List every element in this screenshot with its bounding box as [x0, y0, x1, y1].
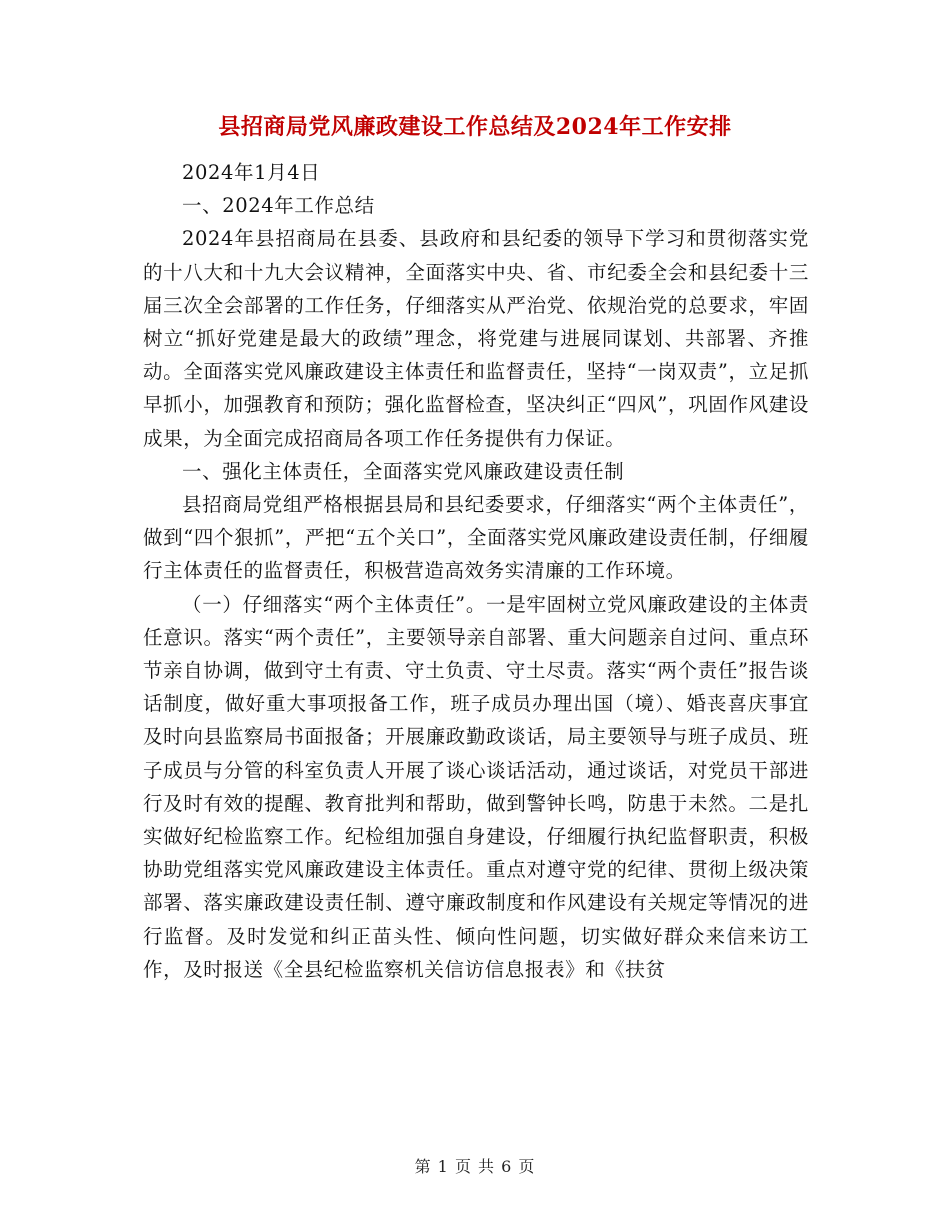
- date-line: 2024年1月4日: [182, 161, 321, 184]
- page-number: 第 1 页 共 6 页: [414, 1157, 536, 1176]
- document-body: [143, 156, 809, 986]
- document-title: 县招商局党风廉政建设工作总结及2024年工作安排: [218, 114, 732, 140]
- section-heading: 一、2024年工作总结: [182, 194, 375, 218]
- body-paragraph: 2024年县招商局在县委、县政府和县纪委的领导下学习和贯彻落实党的十八大和十九大会议精神，全面落实中央、省、市纪委全会和县纪委十三届三次全会部署的工作任务，仔细落实从严治党、依规治党的总要求，牢固树立“抓好党建是最大的政绩”理念，将党建与进展同谋划、共部署、齐推动。全面落实党风廉政建设主体责任和监督责任，坚持“一岗双责”，立足抓早抓小，加强教育和预防；强化监督检查，坚决纠正“四风”，巩固作风建设成果，为全面完成招商局各项工作任务提供有力保证。: [143, 227, 809, 450]
- body-paragraph: （一）仔细落实“两个主体责任”。一是牢固树立党风廉政建设的主体责任意识。落实“两个责任”，主要领导亲自部署、重大问题亲自过问、重点环节亲自协调，做到守土有责、守土负责、守土尽责。落实“两个责任”报告谈话制度，做好重大事项报备工作，班子成员办理出国（境）、婚丧喜庆事宜及时向县监察局书面报备；开展廉政勤政谈话，局主要领导与班子成员、班子成员与分管的科室负责人开展了谈心谈话活动，通过谈话，对党员干部进行及时有效的提醒、教育批判和帮助，做到警钟长鸣，防患于未然。二是扎实做好纪检监察工作。纪检组加强自身建设，仔细履行执纪监督职责，积极协助党组落实党风廉政建设主体责任。重点对遵守党的纪律、贯彻上级决策部署、落实廉政建设责任制、遵守廉政制度和作风建设有关规定等情况的进行监督。及时发觉和纠正苗头性、倾向性问题，切实做好群众来信来访工作，及时报送《全县纪检监察机关信访信息报表》和《扶贫: [143, 592, 809, 981]
- section-heading: 一、强化主体责任，全面落实党风廉政建设责任制: [182, 459, 625, 483]
- body-paragraph: 县招商局党组严格根据县局和县纪委要求，仔细落实“两个主体责任”，做到“四个狠抓”，严把“五个关口”，全面落实党风廉政建设责任制，仔细履行主体责任的监督责任，积极营造高效务实清廉的工作环境。: [143, 493, 809, 583]
